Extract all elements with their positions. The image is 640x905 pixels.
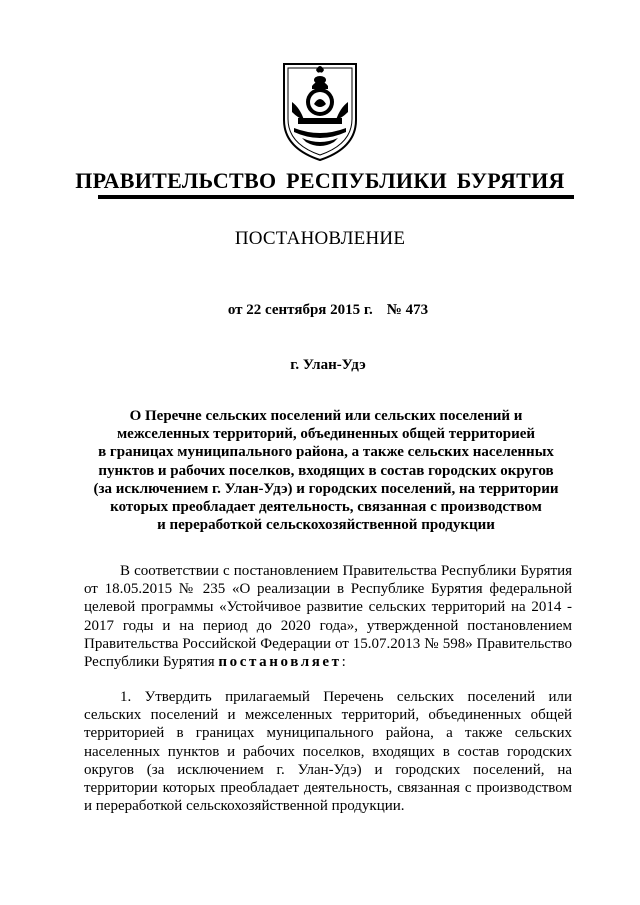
document-date-line [0,302,640,319]
preamble-paragraph [84,562,572,671]
resolves-word: постановляет [218,654,342,671]
subject-line: и переработкой сельскохозяйственной продукции [157,517,495,534]
organization-title: ПРАВИТЕЛЬСТВО РЕСПУБЛИКИ БУРЯТИЯ [75,168,565,193]
item-1-paragraph: 1. Утвердить прилагаемый Перечень сельских поселений или сельских поселений и межселенных территорий, объединенных общей территорией в границах муниципального района, а также сельских населенных пунктов и рабочих поселков, входящих в состав городских округов (за исключением г. Улан-Удэ) и городских поселений, на территории которых преобладает деятельность, связанная с производством и переработкой сельскохозяйственной продукции. [84,689,572,815]
subject-line: О Перечне сельских поселений или сельских поселений и [129,408,523,424]
document-subject [88,407,564,534]
subject-line: пунктов и рабочих поселков, входящих в состав городских округов [98,462,554,479]
coat-of-arms-icon [276,58,364,164]
subject-line: в границах муниципального района, а также сельских населенных [98,444,554,461]
subject-line: (за исключением г. Улан-Удэ) и городских поселений, на территории [93,480,559,497]
document-type: ПОСТАНОВЛЕНИЕ [234,228,406,249]
header-divider [98,195,574,199]
document-city: г. Улан-Удэ [290,357,366,373]
subject-line: межселенных территорий, объединенных общей территорией [116,426,536,443]
preamble-text: В соответствии с постановлением Правительства Республики Бурятия от 18.05.2015 № 235 «О реализации в Республике Бурятия федеральной целевой программы «Устойчивое развитие сельских территорий на 2014 - 2017 годы и на период до 2020 года», утвержденной постановлением Правительства Российской Федерации от 15.07.2013 № 598» Правительство Республики Бурятия [84,563,572,671]
document-number: № 473 [386,302,429,318]
resolves-colon: : [341,654,346,671]
subject-line: которых преобладает деятельность, связанная с производством [110,499,542,516]
document-date: от 22 сентября 2015 г. [227,302,373,318]
